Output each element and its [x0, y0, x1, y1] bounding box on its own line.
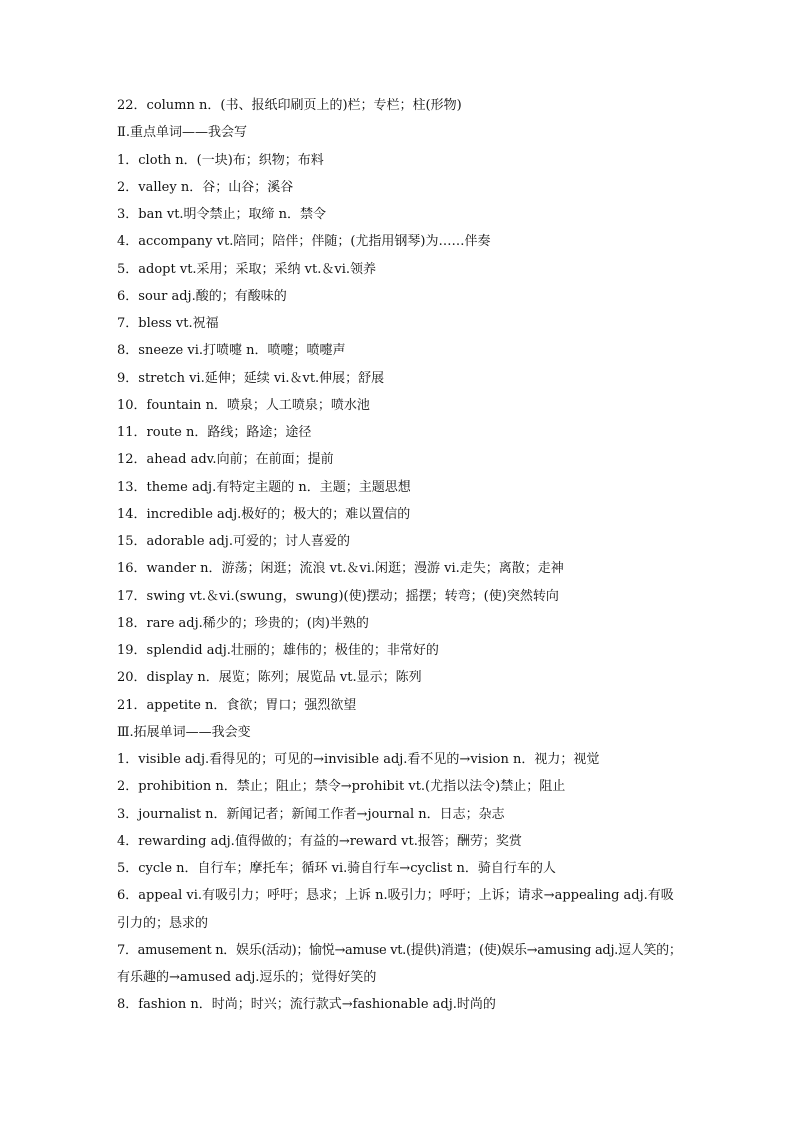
entry-3-ban: 3．ban vt.明令禁止；取缔 n．禁令	[117, 207, 327, 222]
ext-entry-6-appeal-continued: 引力的；恳求的	[117, 915, 209, 931]
entry-5-adopt: 5．adopt vt.采用；采取；采纳 vt.＆vi.领养	[117, 261, 377, 277]
entry-21-appetite: 21．appetite n．食欲；胃口；强烈欲望	[117, 697, 357, 713]
entry-8-sneeze: 8．sneeze vi.打喷嚏 n．喷嚏；喷嚏声	[117, 343, 346, 359]
entry-1-cloth: 1．cloth n．(一块)布；织物；布料	[117, 152, 324, 168]
entry-6-sour: 6．sour adj.酸的；有酸味的	[117, 288, 287, 304]
section-heading-extended-words: Ⅲ.拓展单词——我会变	[117, 724, 251, 740]
vocabulary-list	[117, 92, 687, 1019]
entry-22-column: 22．column n．(书、报纸印刷页上的)栏；专栏；柱(形物)	[117, 98, 462, 113]
entry-16-wander: 16．wander n．游荡；闲逛；流浪 vt.＆vi.闲逛；漫游 vi.走失；离散；走神	[117, 561, 564, 577]
entry-4-accompany: 4．accompany vt.陪同；陪伴；伴随；(尤指用钢琴)为……伴奏	[117, 234, 491, 250]
entry-17-swing: 17．swing vt.＆vi.(swung，swung)(使)摆动；摇摆；转弯；(使)突然转向	[117, 588, 559, 604]
entry-14-incredible: 14．incredible adj.极好的；极大的；难以置信的	[117, 506, 411, 522]
entry-11-route: 11．route n．路线；路途；途径	[117, 425, 312, 440]
ext-entry-3-journalist: 3．journalist n．新闻记者；新闻工作者→journal n．日志；杂志	[117, 806, 505, 822]
ext-entry-1-visible: 1．visible adj.看得见的；可见的→invisible adj.看不见的→vision n．视力；视觉	[117, 752, 600, 767]
ext-entry-2-prohibition: 2．prohibition n．禁止；阻止；禁令→prohibit vt.(尤指以法令)禁止；阻止	[117, 779, 566, 795]
entry-19-splendid: 19．splendid adj.壮丽的；雄伟的；极佳的；非常好的	[117, 643, 439, 658]
entry-12-ahead: 12．ahead adv.向前；在前面；提前	[117, 452, 334, 468]
entry-9-stretch: 9．stretch vi.延伸；延续 vi.＆vt.伸展；舒展	[117, 370, 385, 386]
ext-entry-6-appeal: 6．appeal vi.有吸引力；呼吁；恳求；上诉 n.吸引力；呼吁；上诉；请求→appealing adj.有吸	[117, 888, 674, 904]
section-heading-key-words: Ⅱ.重点单词——我会写	[117, 125, 247, 141]
ext-entry-5-cycle: 5．cycle n．自行车；摩托车；循环 vi.骑自行车→cyclist n．骑自行车的人	[117, 861, 556, 876]
entry-7-bless: 7．bless vt.祝福	[117, 316, 219, 331]
ext-entry-7-amusement-continued: 有乐趣的→amused adj.逗乐的；觉得好笑的	[117, 970, 377, 985]
ext-entry-4-rewarding: 4．rewarding adj.值得做的；有益的→reward vt.报答；酬劳；奖赏	[117, 833, 522, 849]
entry-13-theme: 13．theme adj.有特定主题的 n．主题；主题思想	[117, 479, 411, 495]
entry-15-adorable: 15．adorable adj.可爱的；讨人喜爱的	[117, 534, 350, 549]
ext-entry-8-fashion: 8．fashion n．时尚；时兴；流行款式→fashionable adj.时尚的	[117, 997, 496, 1013]
ext-entry-7-amusement: 7．amusement n．娱乐(活动)；愉悦→amuse vt.(提供)消遣；(使)娱乐→amusing adj.逗人笑的；	[117, 942, 682, 958]
entry-2-valley: 2．valley n．谷；山谷；溪谷	[117, 179, 294, 195]
entry-10-fountain: 10．fountain n．喷泉；人工喷泉；喷水池	[117, 397, 370, 413]
entry-20-display: 20．display n．展览；陈列；展览品 vt.显示；陈列	[117, 670, 422, 686]
entry-18-rare: 18．rare adj.稀少的；珍贵的；(肉)半熟的	[117, 615, 369, 631]
